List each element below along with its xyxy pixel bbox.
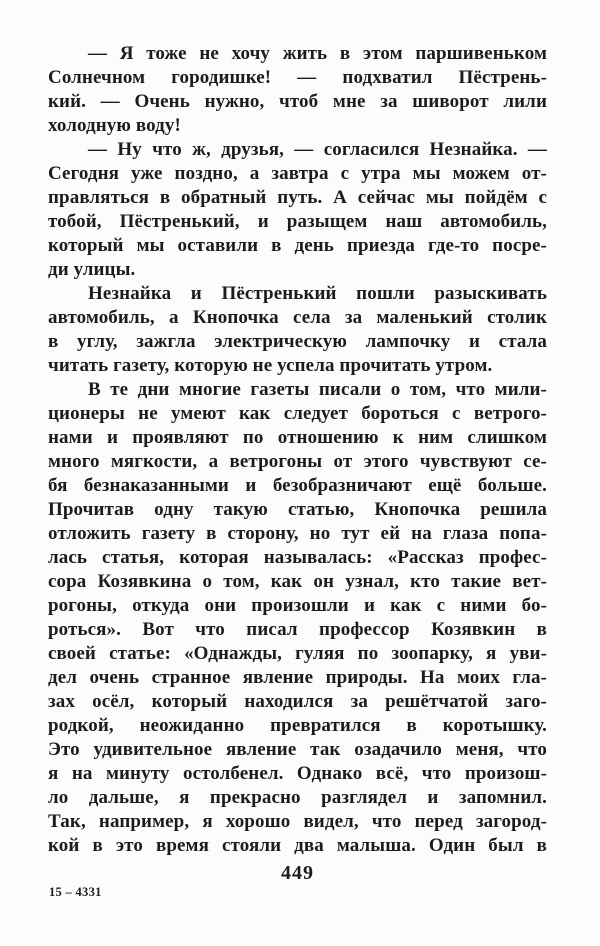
text-line: своей статье: «Однажды, гуляя по зоопарку, я уви- — [48, 643, 547, 664]
text-line: — Ну что ж, друзья, — согласился Незнайка. — — [88, 139, 547, 160]
text-line: зах осёл, который находился за решётчатой заго- — [48, 691, 547, 712]
text-line: отложить газету в сторону, но тут ей на глаза попа- — [48, 523, 547, 544]
text-line: Так, например, я хорошо видел, что перед загород- — [48, 811, 547, 832]
text-line: лась статья, которая называлась: «Рассказ профес- — [48, 547, 547, 568]
text-line: много мягкости, а ветрогоны от этого чувствуют се- — [48, 451, 547, 472]
text-line: кой в это время стояли два малыша. Один был в — [48, 835, 547, 856]
text-line: ди улицы. — [48, 259, 136, 280]
text-line: ционеры не умеют как следует бороться с ветрого- — [48, 403, 547, 424]
text-line: кий. — Очень нужно, чтоб мне за шиворот лили — [48, 91, 547, 112]
text-line: дел очень странное явление природы. На моих гла- — [48, 667, 547, 688]
page-text-block — [48, 42, 547, 858]
text-line: Прочитав одну такую статью, Кнопочка решила — [48, 499, 547, 520]
text-line: нами и проявляют по отношению к ним слишком — [48, 427, 547, 448]
text-line: Это удивительное явление так озадачило меня, что — [48, 739, 547, 760]
text-line: Сегодня уже поздно, а завтра с утра мы можем от- — [48, 163, 547, 184]
text-line: который мы оставили в день приезда где-то посре- — [48, 235, 547, 256]
text-line: в углу, зажгла электрическую лампочку и стала — [48, 331, 547, 352]
text-line: ло дальше, я прекрасно разглядел и запомнил. — [48, 787, 547, 808]
text-line: В те дни многие газеты писали о том, что мили- — [88, 379, 547, 400]
text-line: сора Козявкина о том, как он узнал, кто такие вет- — [48, 571, 547, 592]
page-number: 449 — [281, 862, 314, 884]
printers-signature-mark: 15 – 4331 — [49, 885, 102, 899]
text-line: Незнайка и Пёстренький пошли разыскивать — [88, 283, 547, 304]
text-line: тобой, Пёстренький, и разыщем наш автомобиль, — [48, 211, 547, 232]
text-line: я на минуту остолбенел. Однако всё, что произош- — [48, 763, 547, 784]
text-line: родкой, неожиданно превратился в коротышку. — [48, 715, 547, 736]
text-line: Солнечном городишке! — подхватил Пёстрень- — [48, 67, 547, 88]
text-line: бя безнаказанными и безобразничают ещё больше. — [48, 475, 547, 496]
text-line: — Я тоже не хочу жить в этом паршивеньком — [88, 43, 547, 64]
text-line: рогоны, откуда они произошли и как с ними бо- — [48, 595, 547, 616]
text-line: холодную воду! — [48, 115, 181, 136]
text-line: роться». Вот что писал профессор Козявкин в — [48, 619, 547, 640]
text-line: читать газету, которую не успела прочитать утром. — [48, 355, 493, 376]
text-line: правляться в обратный путь. А сейчас мы пойдём с — [48, 187, 547, 208]
text-line: автомобиль, а Кнопочка села за маленький столик — [48, 307, 547, 328]
